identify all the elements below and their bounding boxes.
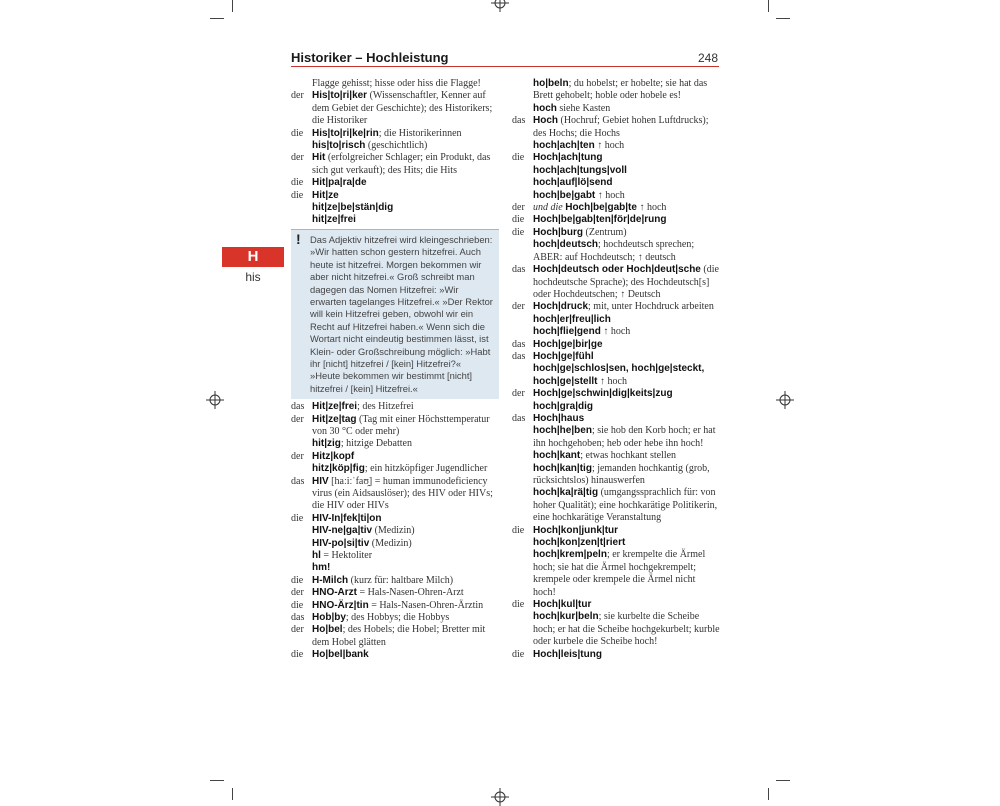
entry-definition: ; hochdeutsch sprechen; ABER: auf Hochdeutsch; ↑ deutsch (533, 239, 695, 263)
dictionary-entry (291, 600, 499, 612)
entry-definition: ; des Hobels; die Hobel; Bretter mit dem Hobel glätten (312, 624, 486, 648)
entry-article (512, 425, 533, 450)
header-rule (291, 66, 719, 67)
entry-headword: hoch|he|ben (533, 425, 592, 437)
letter-tab: H (222, 247, 284, 267)
entry-definition: ; ein hitzköpfiger Jugendlicher (364, 463, 488, 475)
dictionary-entry (512, 537, 720, 549)
entry-headword: HIV (312, 475, 329, 487)
entry-text (533, 401, 720, 413)
entry-headword: His|to|ri|ke|rin (312, 127, 379, 139)
entry-text (312, 78, 499, 90)
entry-article: die (291, 599, 304, 611)
dictionary-entry (512, 140, 720, 152)
entry-article: der (512, 301, 525, 313)
entry-text (312, 140, 499, 152)
entry-article: das (512, 350, 526, 362)
entry-definition: ; jemanden hochkantig (grob, rücksichtslos) hinauswerfen (533, 462, 710, 486)
entry-article: der (291, 624, 304, 636)
entry-text (312, 600, 499, 612)
entry-article: die (291, 512, 304, 524)
entry-text (312, 177, 499, 189)
entry-article: die (512, 214, 525, 226)
entry-headword: H-Milch (312, 574, 349, 586)
entry-text (533, 78, 720, 103)
entry-text (533, 301, 720, 313)
entry-definition: (kurz für: haltbare Milch) (348, 574, 454, 586)
entry-definition: (geschichtlich) (365, 140, 428, 152)
entry-article (291, 438, 312, 450)
dictionary-entry (291, 624, 499, 649)
crop-mark (232, 788, 233, 800)
dictionary-entry (512, 202, 720, 214)
entry-headword: Hoch|ge|schwin|dig|keits|zug (533, 388, 673, 400)
dictionary-entry (291, 525, 499, 537)
dictionary-entry (512, 177, 720, 189)
entry-headword: HIV-po|si|tiv (312, 537, 370, 549)
entry-text (312, 550, 499, 562)
crop-mark (232, 0, 233, 12)
entry-text (533, 463, 720, 488)
entry-article: der (291, 450, 304, 462)
entry-text (312, 624, 499, 649)
dictionary-entry (512, 611, 720, 648)
entry-article (512, 103, 533, 115)
entry-text (533, 649, 720, 661)
entry-article: die (291, 189, 304, 201)
entry-headword: HIV-In|fek|ti|on (312, 512, 382, 524)
dictionary-entry (512, 115, 720, 140)
entry-text (533, 152, 720, 164)
entry-definition: = Hals-Nasen-Ohren-Ärztin (368, 599, 484, 611)
dictionary-entry (291, 513, 499, 525)
entry-article (512, 140, 533, 152)
entry-headword: Hoch|deutsch oder Hoch|deut|sche (533, 264, 701, 276)
entry-article: der (291, 587, 304, 599)
entry-definition: = Hals-Nasen-Ohren-Arzt (357, 587, 464, 599)
entry-article (512, 450, 533, 462)
entry-headword: Hoch|ge|bir|ge (533, 338, 603, 350)
entry-definition: ↑ hoch (600, 326, 631, 338)
entry-headword: hoch|be|gabt (533, 189, 596, 201)
entry-article (512, 239, 533, 264)
entry-list (291, 401, 499, 662)
entry-headword: HNO-Ärz|tin (312, 599, 369, 611)
entry-headword: hoch|auf|lö|send (533, 177, 613, 189)
entry-text (312, 612, 499, 624)
entry-definition: Flagge gehisst; hisse oder hiss die Flagge! (312, 78, 481, 89)
entry-text (312, 575, 499, 587)
entry-headword: hoch|deutsch (533, 239, 599, 251)
entry-article (512, 463, 533, 488)
entry-headword: Hit|ze|tag (312, 413, 357, 425)
dictionary-entry (512, 525, 720, 537)
entry-definition: (Tag mit einer Höchsttemperatur von 30 °C oder mehr) (312, 413, 490, 437)
entry-definition: ↑ hoch (595, 189, 625, 201)
entry-text (533, 239, 720, 264)
entry-article (512, 537, 533, 549)
entry-definition: ; hitzige Debatten (340, 438, 412, 450)
entry-definition: ; sie kurbelte die Scheibe hoch; er hat die Scheibe hochgekurbelt; kurble oder kurbele die Scheibe hoch! (533, 611, 720, 648)
dictionary-entry (291, 202, 499, 214)
entry-definition: (umgangssprachlich für: von hoher Qualität); eine hochkarätige Politikerin, eine hochkarätige Veranstaltung (533, 487, 718, 524)
entry-article (512, 314, 533, 326)
entry-article (512, 78, 533, 103)
entry-headword: hoch|er|freu|lich (533, 313, 611, 325)
dictionary-entry (291, 587, 499, 599)
dictionary-entry (512, 190, 720, 202)
entry-headword: hoch|kant (533, 450, 581, 462)
entry-text (533, 549, 720, 599)
entry-article: der (512, 388, 525, 400)
dictionary-entry (291, 538, 499, 550)
entry-text (312, 562, 499, 574)
entry-article: die (512, 524, 525, 536)
entry-definition: (Medizin) (372, 525, 415, 537)
crop-mark (210, 18, 224, 19)
dictionary-entry (512, 413, 720, 425)
dictionary-entry (512, 165, 720, 177)
entry-text (533, 525, 720, 537)
entry-headword: hoch|flie|gend (533, 326, 601, 338)
entry-text (312, 451, 499, 463)
entry-article: der (291, 90, 304, 102)
entry-headword: Hob|by (312, 612, 346, 624)
entry-article: der (291, 152, 304, 164)
entry-headword: hl (312, 550, 321, 562)
dictionary-entry (512, 301, 720, 313)
entry-headword: hit|zig (312, 438, 341, 450)
entry-headword: Ho|bel (312, 624, 343, 636)
entry-article (291, 202, 312, 214)
entry-headword: Hit|pa|ra|de (312, 177, 367, 189)
exclamation-icon: ! (296, 230, 301, 247)
entry-text (312, 463, 499, 475)
entry-headword: His|to|ri|ker (312, 90, 368, 102)
entry-text (312, 513, 499, 525)
entry-article (291, 550, 312, 562)
info-box (291, 229, 499, 399)
entry-text (312, 438, 499, 450)
right-column (512, 78, 720, 661)
dictionary-entry (512, 599, 720, 611)
crop-mark (768, 0, 769, 12)
entry-article (512, 190, 533, 202)
entry-headword: Hoch|be|gab|te (565, 202, 637, 214)
dictionary-entry (291, 78, 499, 90)
entry-article (512, 165, 533, 177)
entry-text (533, 487, 720, 524)
entry-definition: ↑ hoch (636, 202, 667, 214)
dictionary-entry (291, 190, 499, 202)
dictionary-entry (512, 326, 720, 338)
entry-headword: hoch|gra|dig (533, 400, 594, 412)
dictionary-entry (512, 401, 720, 413)
entry-definition: ; des Hitzefrei (357, 401, 414, 413)
entry-text (533, 537, 720, 549)
entry-headword: Ho|bel|bank (312, 649, 369, 661)
dictionary-entry (291, 414, 499, 439)
entry-definition: siehe Kasten (556, 102, 611, 114)
dictionary-entry (291, 152, 499, 177)
entry-text (533, 351, 720, 363)
dictionary-entry (291, 451, 499, 463)
entry-text (312, 525, 499, 537)
entry-article: die (512, 226, 525, 238)
dictionary-entry (512, 214, 720, 226)
entry-article: das (291, 401, 305, 413)
entry-headword: hoch|krem|peln (533, 549, 607, 561)
entry-text (533, 450, 720, 462)
entry-definition: (Wissenschaftler, Kenner auf dem Gebiet der Geschichte); des Historikers; die Historiker (312, 90, 493, 127)
entry-text (312, 190, 499, 202)
entry-definition: ; mit, unter Hochdruck arbeiten (588, 301, 714, 313)
dictionary-entry (291, 649, 499, 661)
entry-headword: Hitz|kopf (312, 450, 355, 462)
entry-text (312, 476, 499, 513)
dictionary-entry (291, 90, 499, 127)
entry-text (533, 314, 720, 326)
left-column (291, 78, 499, 662)
entry-headword: hitz|köp|fig (312, 463, 365, 475)
registration-mark-icon (491, 0, 509, 12)
entry-headword: hoch|ach|tungs|voll (533, 164, 627, 176)
dictionary-entry (291, 438, 499, 450)
entry-text (533, 425, 720, 450)
entry-article: das (512, 412, 526, 424)
dictionary-entry (291, 612, 499, 624)
entry-headword: HNO-Arzt (312, 587, 357, 599)
entry-article: die (291, 574, 304, 586)
entry-text (533, 326, 720, 338)
entry-text (312, 90, 499, 127)
entry-article (512, 177, 533, 189)
entry-text (533, 339, 720, 351)
dictionary-entry (512, 363, 720, 388)
entry-article (512, 326, 533, 338)
entry-list (291, 78, 499, 227)
registration-mark-icon (206, 391, 224, 409)
entry-article (512, 363, 533, 388)
entry-headword: Hoch|ach|tung (533, 152, 603, 164)
entry-headword: hit|ze|be|stän|dig (312, 202, 394, 214)
entry-text (312, 538, 499, 550)
entry-definition: [haːiːˈfaʊ̯] = human immunodeficiency virus (ein Aidsauslöser); des HIV oder HIVs; die HIV oder HIVs (312, 475, 493, 512)
page-title: Historiker – Hochleistung (291, 50, 449, 65)
dictionary-entry (512, 388, 720, 400)
entry-headword: hm! (312, 562, 331, 574)
entry-definition: (Hochruf; Gebiet hohen Luftdrucks); des Hochs; die Hochs (533, 115, 709, 139)
dictionary-entry (291, 401, 499, 413)
entry-text (312, 587, 499, 599)
entry-definition: (Zentrum) (583, 226, 627, 238)
entry-text (312, 202, 499, 214)
entry-article: die (512, 152, 525, 164)
dictionary-entry (291, 562, 499, 574)
dictionary-entry (512, 463, 720, 488)
entry-text (312, 414, 499, 439)
dictionary-entry (512, 227, 720, 239)
dictionary-entry (512, 549, 720, 599)
crop-mark (210, 780, 224, 781)
entry-definition: ; er krempelte die Ärmel hoch; sie hat die Ärmel hochgekrempelt; krempele oder krempele die Ärmel nicht hoch! (533, 549, 706, 598)
dictionary-entry (512, 152, 720, 164)
entry-article (291, 538, 312, 550)
entry-text (533, 115, 720, 140)
dictionary-entry (512, 487, 720, 524)
entry-article: das (291, 475, 305, 487)
dictionary-entry (512, 425, 720, 450)
entry-text (533, 599, 720, 611)
registration-mark-icon (491, 788, 509, 806)
entry-text (533, 140, 720, 152)
entry-text (533, 611, 720, 648)
entry-text (312, 152, 499, 177)
entry-headword: Hoch|kul|tur (533, 599, 592, 611)
entry-article: das (512, 115, 526, 127)
entry-article: die (291, 127, 304, 139)
entry-text (312, 401, 499, 413)
entry-prefix: und die (533, 202, 566, 214)
dictionary-entry (512, 264, 720, 301)
dictionary-entry (512, 314, 720, 326)
entry-headword: HIV-ne|ga|tiv (312, 525, 373, 537)
dictionary-entry (291, 575, 499, 587)
dictionary-entry (512, 239, 720, 264)
page-number: 248 (697, 51, 718, 65)
entry-text (533, 214, 720, 226)
entry-article (512, 487, 533, 524)
dictionary-entry (512, 339, 720, 351)
entry-text (312, 649, 499, 661)
entry-headword: hoch|ach|ten (533, 140, 595, 152)
entry-headword: Hoch|burg (533, 226, 584, 238)
entry-article: der (512, 202, 525, 214)
entry-definition: (die hochdeutsche Sprache); des Hochdeutsch[s] oder Hochdeutschen; ↑ Deutsch (533, 264, 719, 300)
entry-headword: Hit|ze|frei (312, 401, 358, 413)
entry-headword: Hoch|druck (533, 301, 589, 313)
entry-headword: Hoch|kon|junk|tur (533, 524, 619, 536)
dictionary-entry (512, 450, 720, 462)
letter-tab-subtitle: his (245, 270, 261, 284)
entry-text (533, 165, 720, 177)
entry-definition: ; des Hobbys; die Hobbys (345, 612, 450, 624)
entry-headword: hoch|ge|schlos|sen, hoch|ge|steckt, hoch|ge|stellt (533, 363, 705, 387)
info-box-text: Das Adjektiv hitzefrei wird kleingeschrieben: »Wir hatten schon gestern hitzefrei. Auch heute ist hitzefrei. Morgen bekommen wir aber nicht hitzefrei.« Groß schreibt man dagegen das Nomen Hitzefrei: »Wir erwarten tagelanges Hitzefrei.« »Der Rektor will kein Hitzefrei geben, obwohl wir ein Recht auf Hitzefrei haben.« Wenn sich die Wortart nicht eindeutig bestimmen lässt, ist Klein- oder Großschreibung möglich: »Habt ihr [nicht] hitzefrei / [kein] Hitzefrei?« »Heute bekommen wir bestimmt [nicht] hitzefrei / [kein] Hitzefrei.« (310, 233, 493, 394)
entry-definition: ; etwas hochkant stellen (580, 450, 677, 462)
dictionary-entry (291, 214, 499, 226)
entry-definition: (erfolgreicher Schlager; ein Produkt, das sich gut verkauft); des Hits; die Hits (312, 152, 491, 176)
crop-mark (776, 780, 790, 781)
entry-headword: Hoch|leis|tung (533, 648, 602, 660)
entry-headword: Hoch (533, 115, 558, 127)
entry-headword: hoch|kur|beln (533, 611, 599, 623)
dictionary-entry (291, 550, 499, 562)
entry-definition: ; sie hob den Korb hoch; er hat ihn hochgehoben; heb oder hebe ihn hoch! (533, 425, 716, 449)
entry-article (512, 549, 533, 599)
entry-headword: Hit|ze (312, 189, 339, 201)
entry-article (512, 401, 533, 413)
entry-definition: (Medizin) (369, 537, 412, 549)
entry-article: das (512, 338, 526, 350)
entry-headword: hoch|ka|rä|tig (533, 487, 599, 499)
entry-definition: = Hektoliter (320, 550, 373, 562)
dictionary-entry (512, 351, 720, 363)
entry-article (291, 78, 312, 90)
entry-text (533, 227, 720, 239)
dictionary-entry (512, 649, 720, 661)
dictionary-entry (291, 463, 499, 475)
entry-headword: ho|beln (533, 78, 569, 89)
entry-article: die (512, 648, 525, 660)
entry-article (291, 562, 312, 574)
entry-text (312, 214, 499, 226)
entry-headword: Hoch|ge|fühl (533, 350, 594, 362)
entry-text (533, 202, 720, 214)
entry-headword: hoch|kon|zen|t|riert (533, 537, 626, 549)
entry-definition: ; die Historikerinnen (378, 127, 462, 139)
entry-text (533, 388, 720, 400)
entry-headword: Hit (312, 152, 326, 164)
entry-article (512, 611, 533, 648)
dictionary-entry (512, 78, 720, 103)
dictionary-entry (291, 140, 499, 152)
entry-definition: ; du hobelst; er hobelte; sie hat das Brett gehobelt; hoble oder hobele es! (533, 78, 708, 102)
entry-article (291, 525, 312, 537)
dictionary-entry (291, 128, 499, 140)
entry-headword: hit|ze|frei (312, 214, 356, 226)
entry-article: die (512, 599, 525, 611)
crop-mark (768, 788, 769, 800)
entry-headword: Hoch|haus (533, 412, 585, 424)
crop-mark (776, 18, 790, 19)
entry-text (533, 190, 720, 202)
entry-text (533, 264, 720, 301)
entry-article (291, 214, 312, 226)
entry-article: der (291, 413, 304, 425)
entry-headword: Hoch|be|gab|ten|för|de|rung (533, 214, 667, 226)
entry-article: die (291, 177, 304, 189)
entry-text (312, 128, 499, 140)
entry-definition: ↑ hoch (594, 140, 625, 152)
entry-text (533, 363, 720, 388)
entry-article: das (291, 612, 305, 624)
entry-text (533, 103, 720, 115)
entry-article: die (291, 649, 304, 661)
registration-mark-icon (776, 391, 794, 409)
dictionary-entry (291, 177, 499, 189)
dictionary-entry (512, 103, 720, 115)
entry-article (291, 140, 312, 152)
entry-article (291, 463, 312, 475)
entry-article: das (512, 264, 526, 276)
dictionary-entry (291, 476, 499, 513)
entry-list (512, 78, 720, 661)
entry-definition: ↑ hoch (597, 375, 627, 387)
entry-headword: hoch|kan|tig (533, 462, 592, 474)
entry-headword: his|to|risch (312, 140, 366, 152)
entry-headword: hoch (533, 102, 557, 114)
entry-text (533, 177, 720, 189)
entry-text (533, 413, 720, 425)
